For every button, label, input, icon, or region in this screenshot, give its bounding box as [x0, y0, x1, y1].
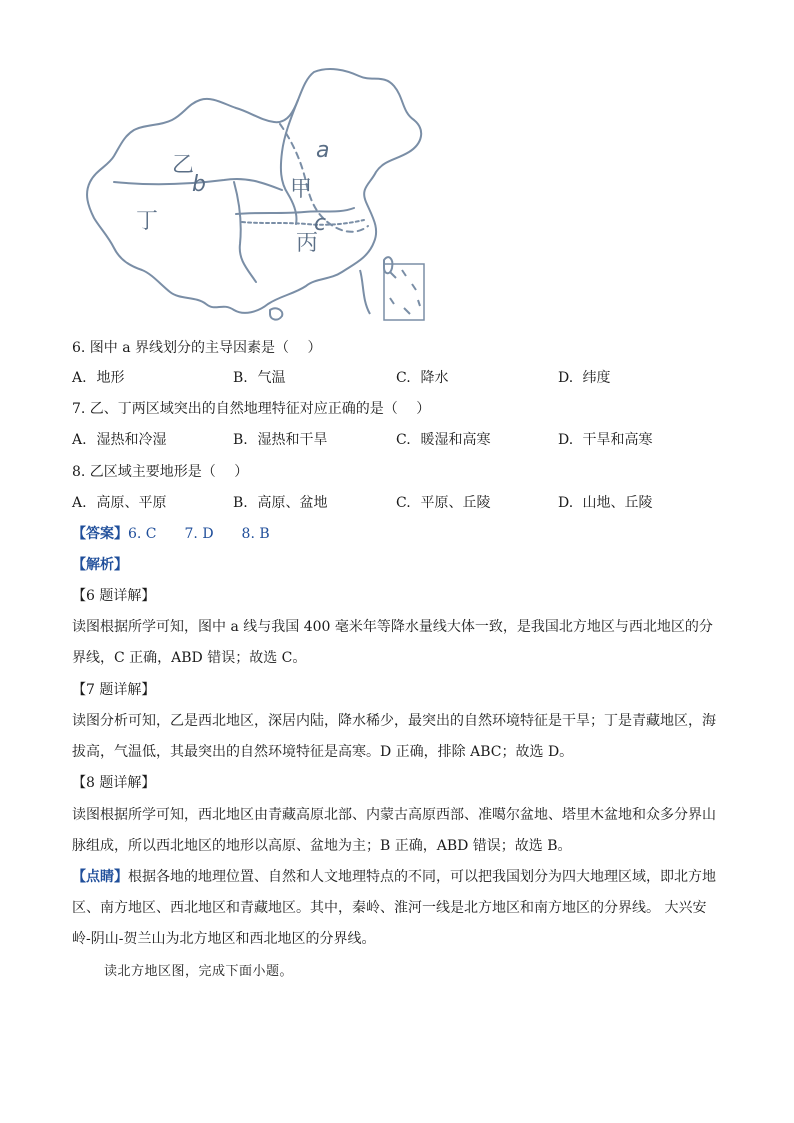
- q7-option-b: [233, 430, 327, 450]
- q6-option-c: [396, 368, 448, 388]
- analysis-heading: [72, 555, 128, 575]
- option-key: C.: [396, 370, 411, 386]
- q7-option-c: [396, 430, 490, 450]
- south-china-sea-inset: [360, 264, 424, 320]
- option-key: B.: [233, 370, 248, 386]
- analysis-label: 【解析】: [72, 557, 128, 573]
- detail-8-text: 读图根据所学可知，西北地区由青藏高原北部、内蒙古高原西部、准噶尔盆地、塔里木盆地和众多分界山脉组成，所以西北地区的地形以高原、盆地为主；B 正确，ABD 错误；故选 B。: [72, 807, 716, 854]
- tip-paragraph: [72, 862, 722, 955]
- q8-option-c: [396, 493, 490, 513]
- china-regions-map: [84, 64, 436, 328]
- q8-option-b: [233, 493, 327, 513]
- label-bing: 丙: [296, 231, 319, 256]
- option-key: A.: [72, 495, 87, 511]
- option-key: A.: [72, 370, 87, 386]
- boundary-ding-south: [234, 182, 256, 282]
- next-question-intro: 读北方地区图，完成下面小题。: [104, 964, 294, 979]
- label-a: a: [316, 138, 330, 163]
- option-key: C.: [396, 495, 411, 511]
- answer-line: [72, 524, 270, 544]
- option-text: 高原、平原: [96, 495, 167, 511]
- option-text: 山地、丘陵: [582, 495, 653, 511]
- china-outline: [87, 69, 421, 313]
- label-b: b: [192, 172, 206, 197]
- option-text: 地形: [96, 370, 125, 386]
- detail-7-heading: 【7 题详解】: [72, 682, 156, 698]
- option-text: 降水: [420, 370, 449, 386]
- detail-7-text: 读图分析可知，乙是西北地区，深居内陆，降水稀少，最突出的自然环境特征是干旱；丁是青藏地区，海拔高，气温低，其最突出的自然环境特征是高寒。D 正确，排除 ABC；故选 D。: [72, 713, 716, 760]
- option-key: D.: [558, 495, 574, 511]
- question-7-stem: 7. 乙、丁两区域突出的自然地理特征对应正确的是（ ）: [72, 401, 431, 417]
- taiwan-island: [384, 257, 392, 273]
- qinling-line: [242, 220, 364, 225]
- label-yi: 乙: [172, 153, 195, 178]
- q6-option-a: [72, 368, 124, 388]
- option-text: 干旱和高寒: [582, 432, 653, 448]
- option-text: 高原、盆地: [257, 495, 328, 511]
- option-text: 湿热和干旱: [257, 432, 328, 448]
- question-8-stem: 8. 乙区域主要地形是（ ）: [72, 464, 249, 480]
- q7-option-d: [558, 430, 652, 450]
- q8-option-d: [558, 493, 652, 513]
- answer-label: 【答案】: [72, 526, 128, 542]
- q6-option-b: [233, 368, 285, 388]
- option-text: 平原、丘陵: [420, 495, 491, 511]
- q7-option-a: [72, 430, 166, 450]
- option-key: D.: [558, 370, 574, 386]
- tip-label: 【点睛】: [72, 869, 128, 885]
- answer-text: 6. C 7. D 8. B: [128, 526, 270, 542]
- detail-6-heading: 【6 题详解】: [72, 588, 156, 604]
- option-text: 纬度: [582, 370, 611, 386]
- option-key: A.: [72, 432, 87, 448]
- map-svg: [84, 64, 436, 328]
- option-key: D.: [558, 432, 574, 448]
- label-ding: 丁: [136, 209, 159, 234]
- label-c: c: [314, 211, 327, 236]
- q6-option-d: [558, 368, 610, 388]
- option-text: 湿热和冷湿: [96, 432, 167, 448]
- label-jia: 甲: [290, 177, 313, 202]
- detail-6-text: 读图根据所学可知，图中 a 线与我国 400 毫米年等降水量线大体一致，是我国北方地区与西北地区的分界线，C 正确，ABD 错误；故选 C。: [72, 619, 713, 666]
- detail-8-heading: 【8 题详解】: [72, 775, 156, 791]
- option-key: B.: [233, 432, 248, 448]
- question-6-stem: 6. 图中 a 界线划分的主导因素是（ ）: [72, 340, 322, 356]
- boundary-jia-yi: [281, 100, 298, 224]
- option-text: 暖湿和高寒: [420, 432, 491, 448]
- option-key: B.: [233, 495, 248, 511]
- hainan-island: [270, 308, 282, 319]
- option-key: C.: [396, 432, 411, 448]
- q8-option-a: [72, 493, 166, 513]
- tip-text: 根据各地的地理位置、自然和人文地理特点的不同，可以把我国划分为四大地理区域，即北方地区、南方地区、西北地区和青藏地区。其中，秦岭、淮河一线是北方地区和南方地区的分界线。 大兴安岭-阴山-贺兰山为北方地区和西北地区的分界线。: [72, 869, 716, 947]
- option-text: 气温: [257, 370, 286, 386]
